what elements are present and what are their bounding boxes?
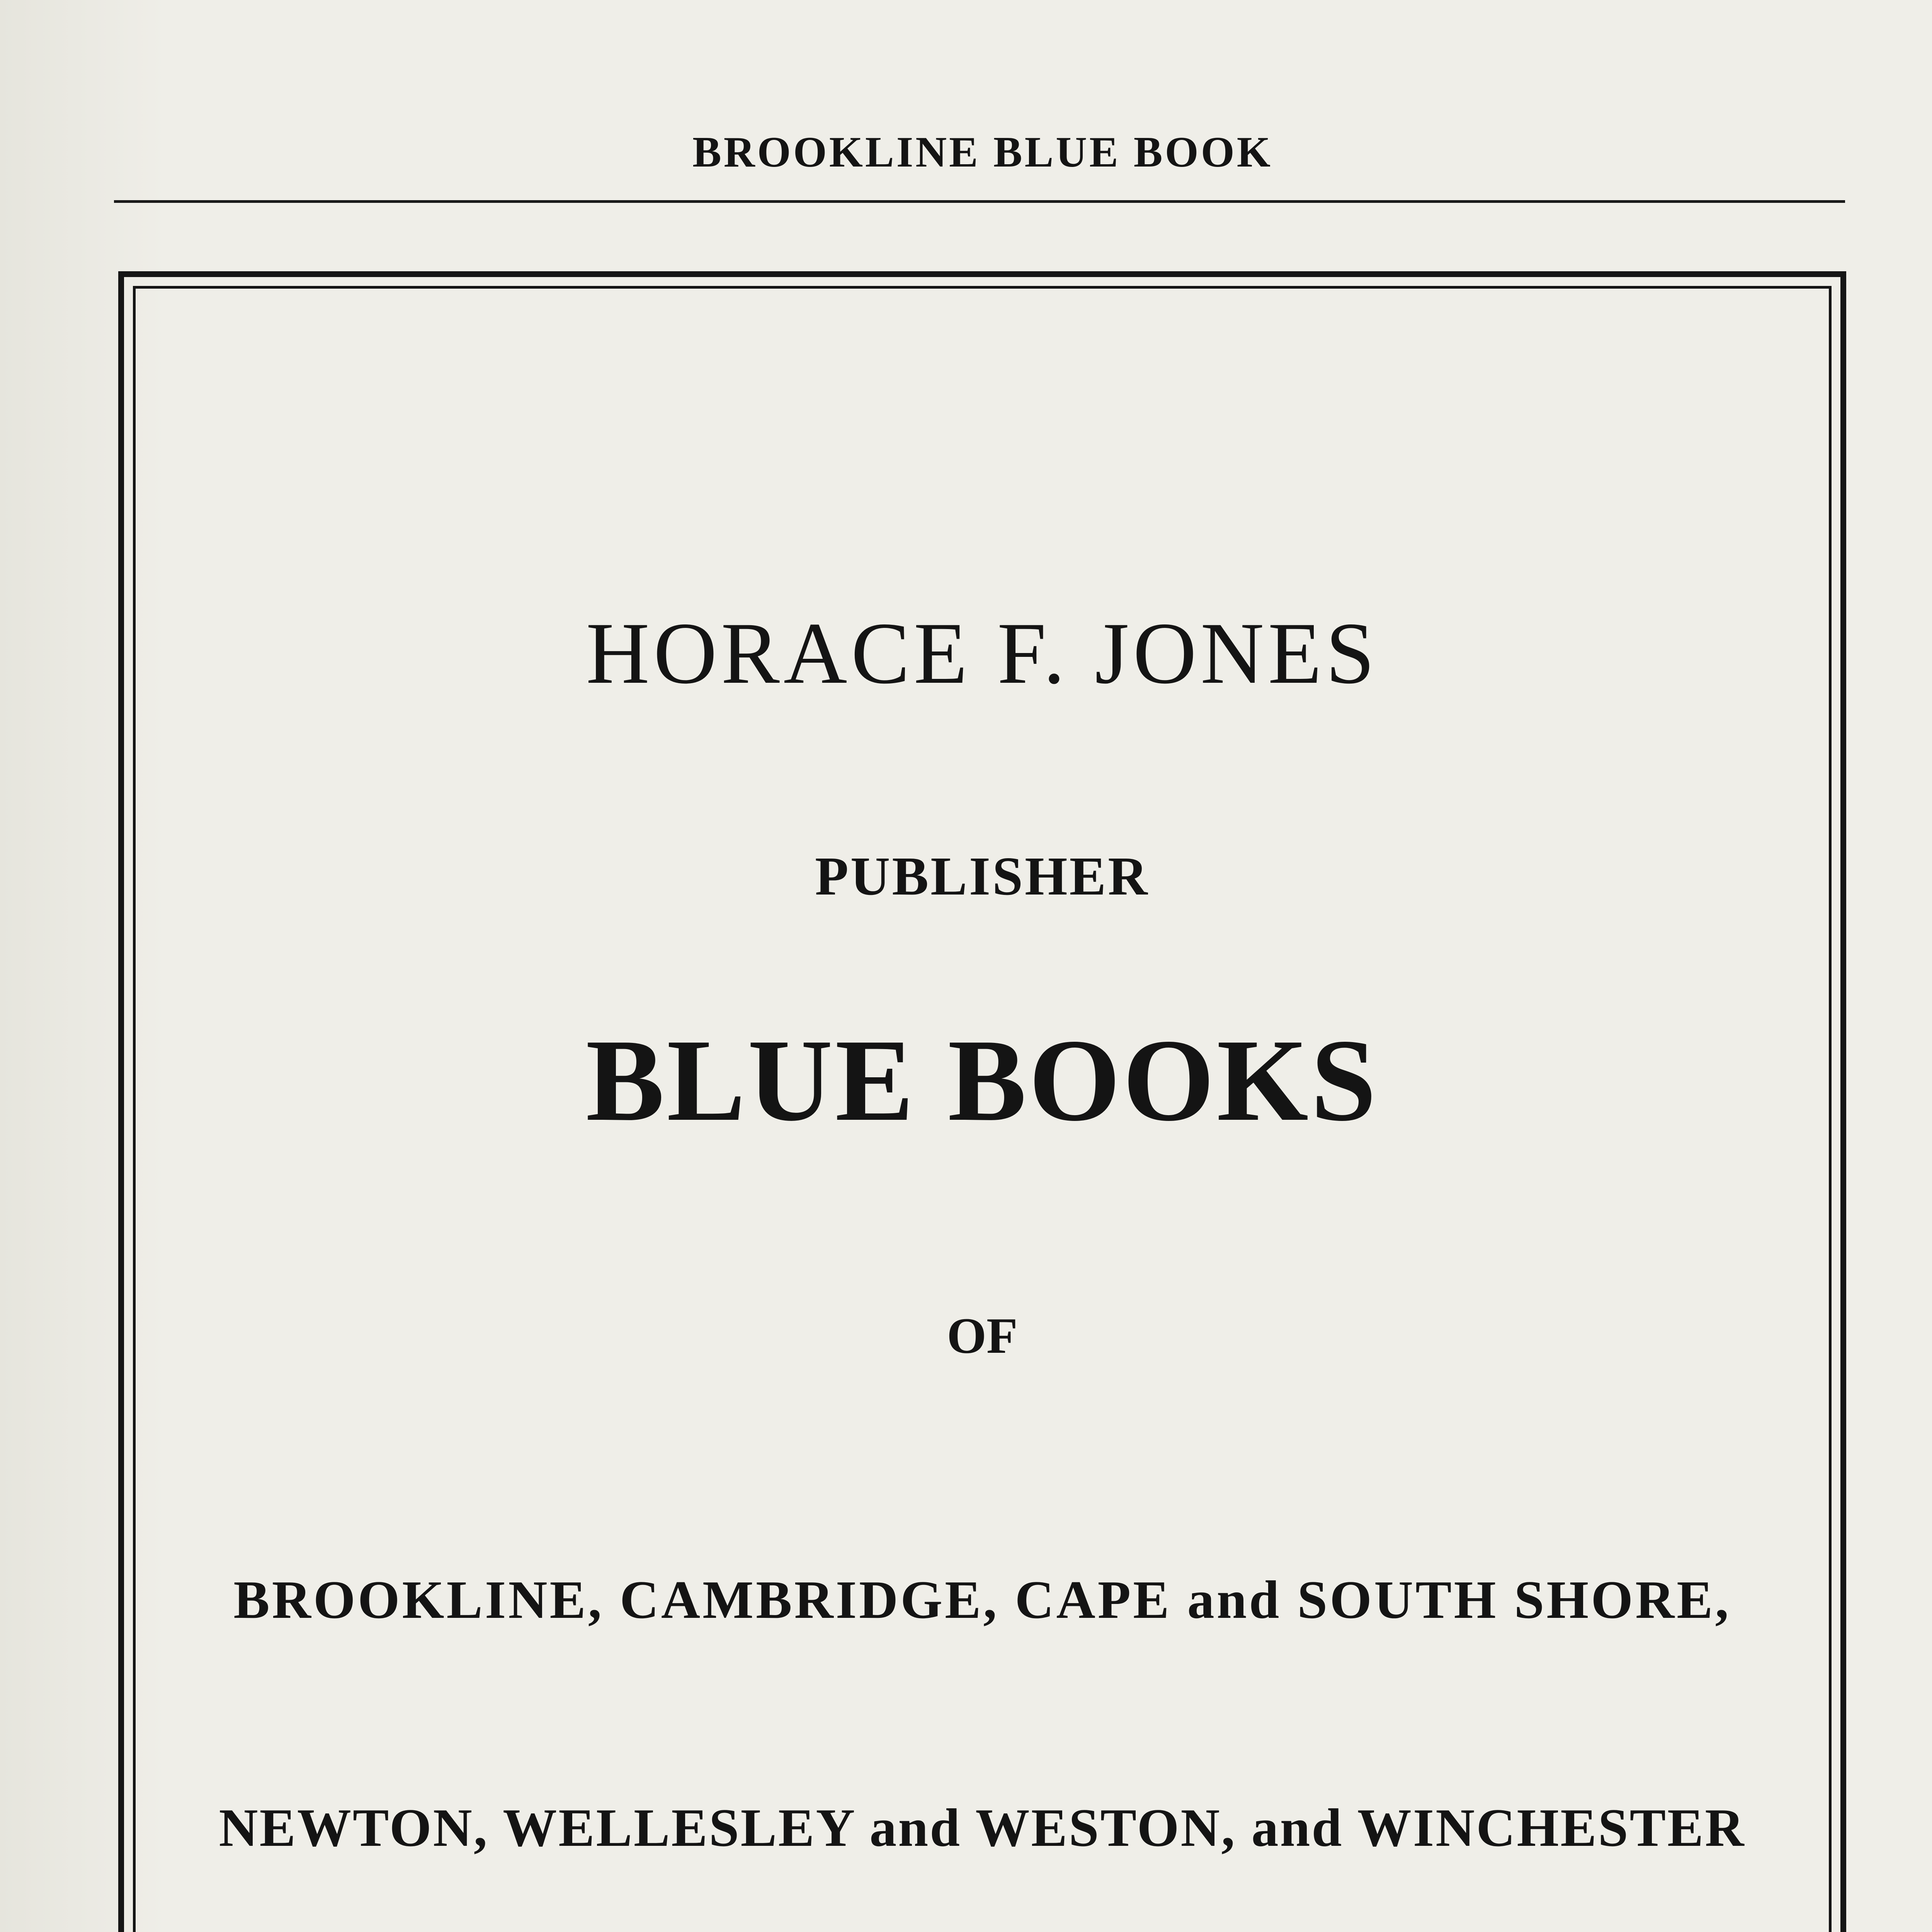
- cities-line-1: BROOKLINE, CAMBRIDGE, CAPE and SOUTH SHORE,: [233, 1570, 1731, 1630]
- cities-line-2: NEWTON, WELLESLEY and WESTON, and WINCHESTER: [219, 1798, 1746, 1858]
- publisher-role: PUBLISHER: [815, 845, 1150, 906]
- ad-title: BLUE BOOKS: [586, 1015, 1379, 1145]
- publisher-name: HORACE F. JONES: [586, 605, 1379, 702]
- running-head: BROOKLINE BLUE BOOK: [692, 128, 1273, 176]
- ad-of: OF: [947, 1307, 1018, 1364]
- header-rule: [114, 200, 1845, 203]
